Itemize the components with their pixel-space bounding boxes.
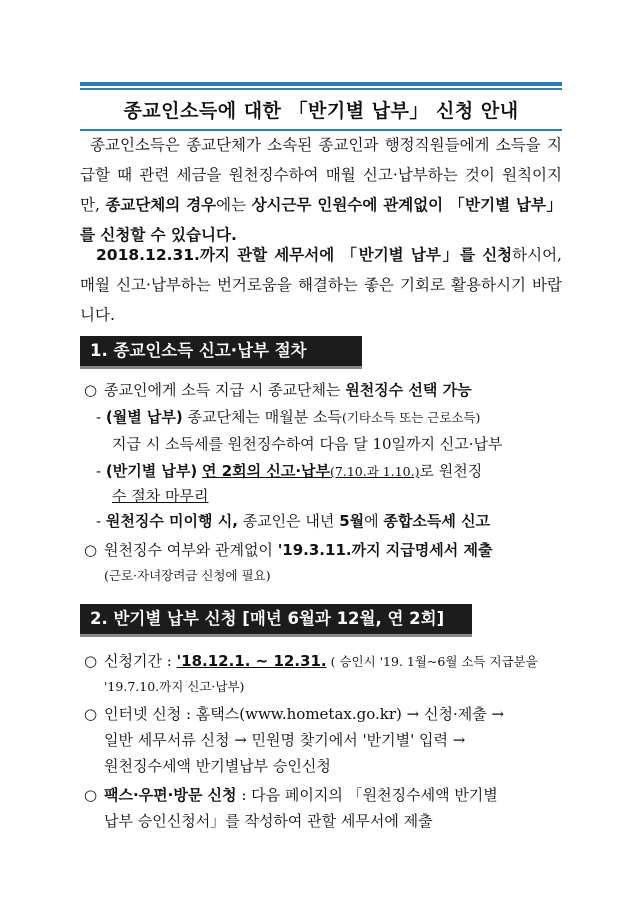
dash-icon: - — [96, 512, 102, 530]
text: 종교인은 내년 — [237, 512, 340, 530]
text: 신청기간 : — [104, 652, 177, 670]
page-title: 종교인소득에 대한 「반기별 납부」 신청 안내 — [123, 100, 519, 122]
bullet-icon: ○ — [84, 541, 98, 559]
emphasis: 원천징수 선택 가능 — [345, 381, 472, 399]
emphasis: 원천징수 미이행 시, — [105, 512, 238, 530]
emphasis: (반기별 납부) — [105, 462, 198, 480]
intro-paragraph-1 — [80, 130, 562, 250]
section-1-heading: 1. 종교인소득 신고·납부 절차 — [80, 336, 362, 369]
s2-bullet-2-line-2: 일반 세무서류 신청 → 민원명 찾기에서 '반기별' 입력 → — [104, 731, 466, 749]
text: 원천징수 여부와 관계없이 — [104, 541, 278, 559]
s1-bullet-2 — [84, 537, 492, 564]
s1-dash-1 — [96, 404, 480, 431]
s2-bullet-2-line-3: 원천징수세액 반기별납부 승인신청 — [104, 757, 331, 775]
emphasis: '19.3.11.까지 지급명세서 제출 — [277, 541, 493, 559]
bullet-icon: ○ — [84, 705, 98, 723]
dash-icon: - — [96, 408, 102, 426]
text: : 다음 페이지의 「원천징수세액 반기별 — [236, 786, 498, 804]
s1-dash-3 — [96, 508, 490, 535]
emphasis: 종합소득세 신고 — [383, 512, 491, 530]
text: 인터넷 신청 : 홈택스(www.hometax.go.kr) → 신청·제출 → — [104, 705, 505, 723]
section-2-heading: 2. 반기별 납부 신청 [매년 6월과 12월, 연 2회] — [80, 604, 472, 637]
intro-emphasis: 상시근무 인원수에 관계없이 「반기별 납부」를 신청할 수 있습니다. — [80, 196, 562, 244]
note: (기타소득 또는 근로소득) — [341, 410, 481, 425]
emphasis-underlined: 연 2회의 신고·납부 — [202, 462, 331, 480]
intro-emphasis: 2018.12.31.까지 관할 세무서에 「반기별 납부」를 신청 — [96, 246, 513, 264]
emphasis: (월별 납부) — [105, 408, 183, 426]
intro-text: 종교인소득은 종교단체가 소속된 종교인과 행정직원들에게 소득을 지급할 때 관련 세금을 원천징수하여 매월 신고·납부하는 것이 원칙이지만, — [80, 136, 562, 214]
emphasis: 팩스·우편·방문 신청 — [104, 786, 237, 804]
s1-dash-1-cont: 지급 시 소득세를 원천징수하여 다음 달 10일까지 신고·납부 — [112, 435, 503, 453]
s1-bullet-1 — [84, 377, 472, 404]
text: 로 원천징 — [419, 462, 483, 480]
note: ( 승인시 '19. 1월~6월 소득 지급분을 — [326, 654, 538, 669]
emphasis-underlined: '18.12.1. ~ 12.31. — [176, 652, 327, 670]
intro-paragraph-2 — [80, 240, 562, 330]
emphasis: 5월 — [339, 512, 365, 530]
s2-bullet-2 — [84, 701, 504, 728]
title-block — [80, 82, 562, 131]
s2-bullet-3-line-2: 납부 승인신청서」를 작성하여 관할 세무서에 제출 — [104, 812, 433, 830]
text: 종교인에게 소득 지급 시 종교단체는 — [104, 381, 346, 399]
intro-text: 에는 — [216, 196, 252, 214]
bullet-icon: ○ — [84, 381, 98, 399]
s1-dash-2-cont: 수 절차 마무리 — [112, 487, 209, 505]
note: (7.10.과 1.10.) — [330, 464, 420, 479]
s2-bullet-1 — [84, 648, 538, 675]
s1-dash-2 — [96, 458, 482, 485]
s1-bullet-2-note: (근로·자녀장려금 신청에 필요) — [104, 568, 271, 583]
s2-bullet-3 — [84, 782, 498, 809]
s2-bullet-1-note: '19.7.10.까지 신고·납부) — [104, 679, 245, 694]
intro-text: 하시어, 매월 신고·납부하는 번거로움을 해결하는 좋은 기회로 활용하시기 바랍니다. — [80, 246, 562, 324]
bullet-icon: ○ — [84, 652, 98, 670]
text: 에 — [364, 512, 384, 530]
text: 종교단체는 매월분 소득 — [182, 408, 342, 426]
bullet-icon: ○ — [84, 786, 98, 804]
intro-emphasis: 종교단체의 경우 — [105, 196, 217, 214]
title-rule-top — [80, 82, 562, 86]
dash-icon: - — [96, 462, 102, 480]
